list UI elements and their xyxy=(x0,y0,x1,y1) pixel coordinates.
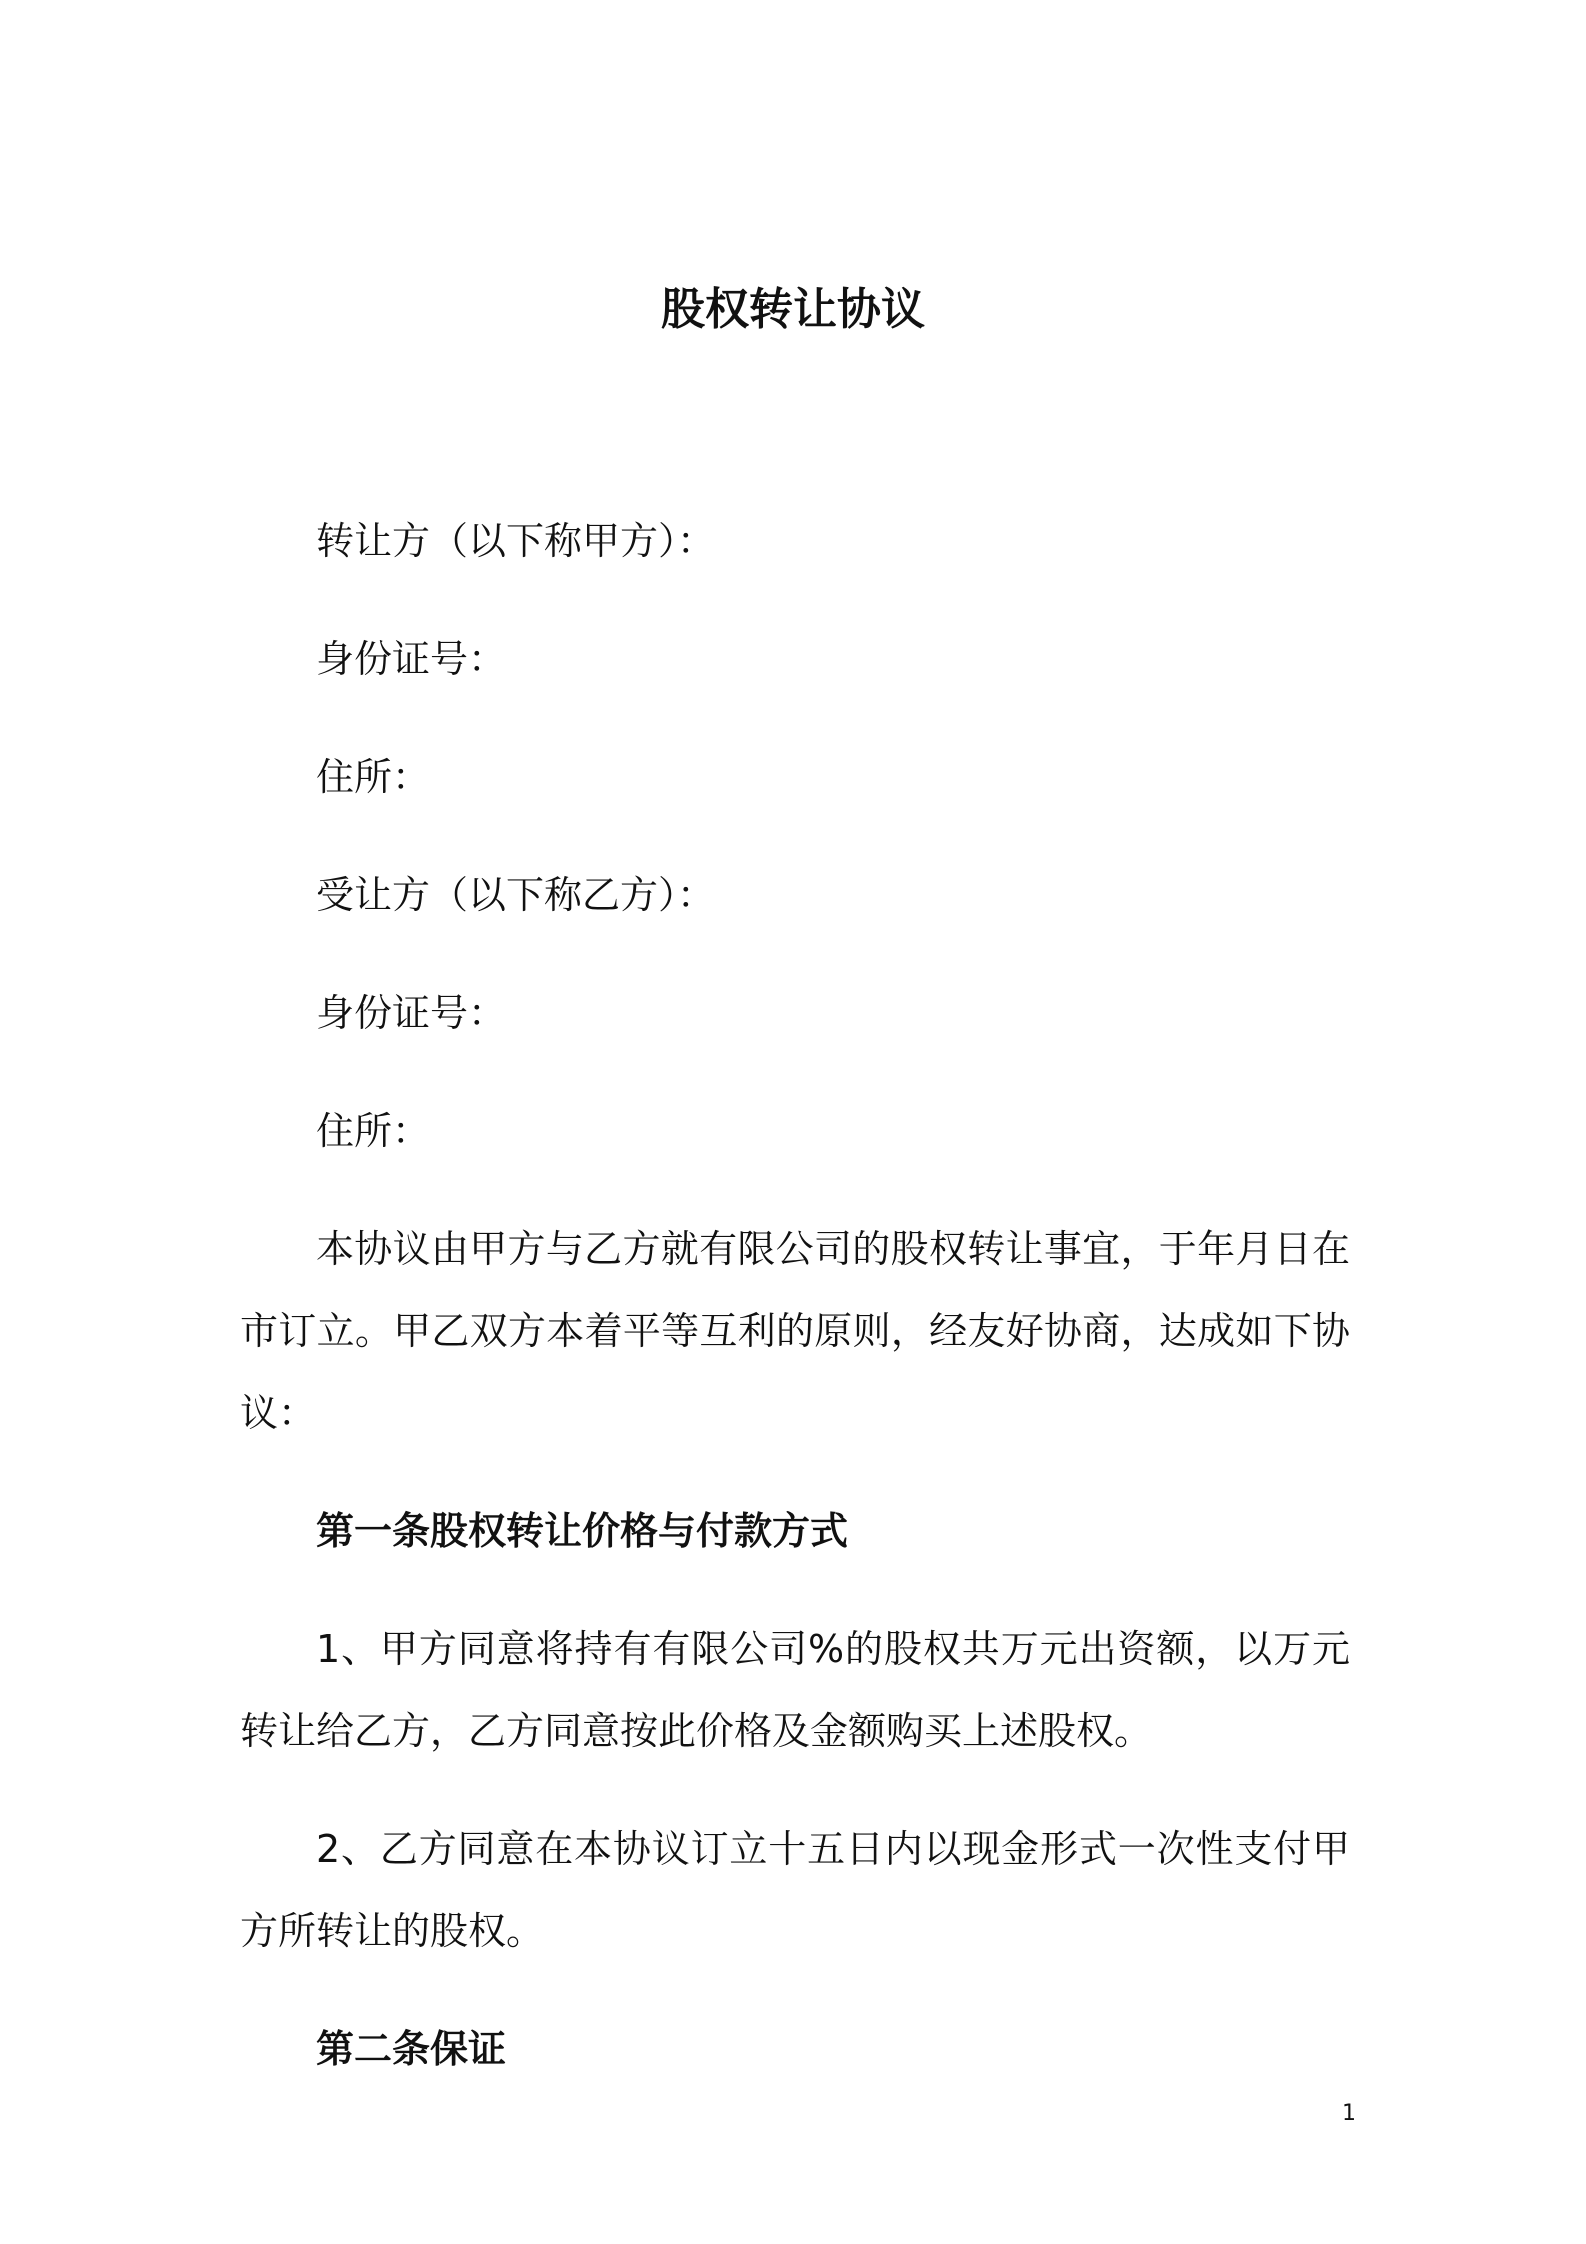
transferee-id-label: 身份证号： xyxy=(316,991,507,1035)
page-number: 1 xyxy=(1342,2101,1356,2126)
document-title: 股权转让协议 xyxy=(661,284,925,335)
transferee-address-label: 住所： xyxy=(316,1109,431,1153)
article-1-clause-1: 1、甲方同意将持有有限公司%的股权共万元出资额，以万元转让给乙方，乙方同意按此价格及金额购买上述股权。 xyxy=(240,1627,1350,1753)
transferee-label: 受让方（以下称乙方）： xyxy=(316,873,716,917)
transferor-id-label: 身份证号： xyxy=(316,637,507,681)
intro-paragraph: 本协议由甲方与乙方就有限公司的股权转让事宜，于年月日在市订立。甲乙双方本着平等互利的原则，经友好协商，达成如下协议： xyxy=(240,1227,1350,1435)
article-2-heading: 第二条保证 xyxy=(316,2027,507,2071)
transferor-label: 转让方（以下称甲方）： xyxy=(316,519,716,563)
article-1-heading: 第一条股权转让价格与付款方式 xyxy=(316,1509,849,1553)
transferor-address-label: 住所： xyxy=(316,755,431,799)
document-body xyxy=(240,500,1350,2126)
article-1-clause-2: 2、乙方同意在本协议订立十五日内以现金形式一次性支付甲方所转让的股权。 xyxy=(240,1827,1350,1953)
